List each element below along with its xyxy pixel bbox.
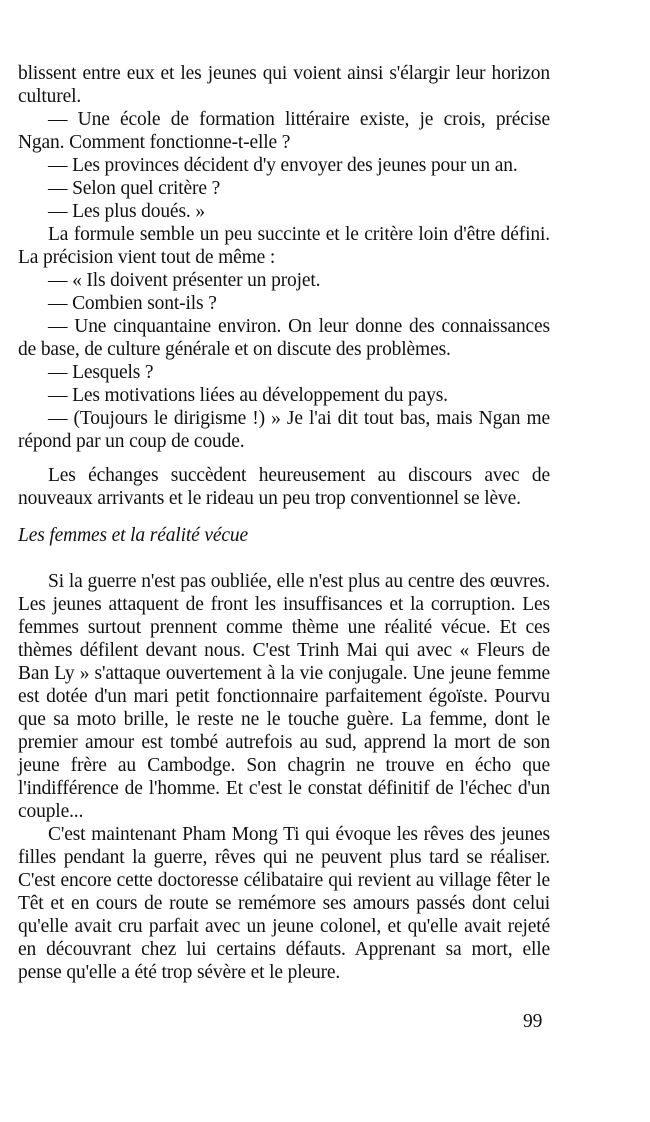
dialogue-line: — (Toujours le dirigisme !) » Je l'ai dit tout bas, mais Ngan me répond par un coup de coude. (18, 408, 550, 452)
dialogue-line: — Selon quel critère ? (48, 178, 221, 199)
dialogue-line: — Les plus doués. » (48, 201, 205, 222)
dialogue-section (18, 62, 550, 510)
dialogue-line: — Les provinces décident d'y envoyer des jeunes pour un an. (48, 155, 518, 176)
dialogue-line: — Les motivations liées au développement du pays. (48, 385, 448, 406)
dialogue-line: — Lesquels ? (48, 362, 154, 383)
dialogue-line: — Une cinquantaine environ. On leur donne des connaissances de base, de culture générale et on discute des problèmes. (18, 316, 550, 360)
body-section (18, 570, 550, 984)
paragraph: blissent entre eux et les jeunes qui voient ainsi s'élargir leur horizon culturel. (18, 63, 550, 107)
page-number: 99 (523, 1011, 543, 1032)
section-heading: Les femmes et la réalité vécue (18, 525, 248, 546)
dialogue-line: — Combien sont-ils ? (48, 293, 217, 314)
paragraph: La formule semble un peu succinte et le critère loin d'être défini. La précision vient tout de même : (18, 224, 550, 268)
paragraph: Si la guerre n'est pas oubliée, elle n'est plus au centre des œuvres. Les jeunes attaquent de front les insuffisances et la corruption. Les femmes surtout prennent comme thème une réalité vécue. Et ces thèmes défilent devant nous. C'est Trinh Mai qui avec « Fleurs de Ban Ly » s'attaque ouvertement à la vie conjugale. Une jeune femme est dotée d'un mari petit fonctionnaire parfaitement égoïste. Pourvu que sa moto brille, le reste ne le touche guère. La femme, dont le premier amour est tombé autrefois au sud, apprend la mort de son jeune frère au Cambodge. Son chagrin ne trouve en écho que l'indifférence de l'homme. Et c'est le constat définitif de l'échec d'un couple... (18, 571, 550, 822)
paragraph: Les échanges succèdent heureusement au discours avec de nouveaux arrivants et le rideau un peu trop conventionnel se lève. (18, 465, 550, 509)
paragraph: C'est maintenant Pham Mong Ti qui évoque les rêves des jeunes filles pendant la guerre, rêves qui ne peuvent plus tard se réaliser. C'est encore cette doctoresse célibataire qui revient au village fêter le Têt et en cours de route se remémore ses amours passés dont celui qu'elle avait cru parfait avec un jeune colonel, et qu'elle avait rejeté en découvrant chez lui certains défauts. Apprenant sa mort, elle pense qu'elle a été trop sévère et le pleure. (18, 824, 550, 983)
dialogue-line: — Une école de formation littéraire existe, je crois, précise Ngan. Comment fonctionne-t-elle ? (18, 109, 550, 153)
dialogue-line: — « Ils doivent présenter un projet. (48, 270, 321, 291)
